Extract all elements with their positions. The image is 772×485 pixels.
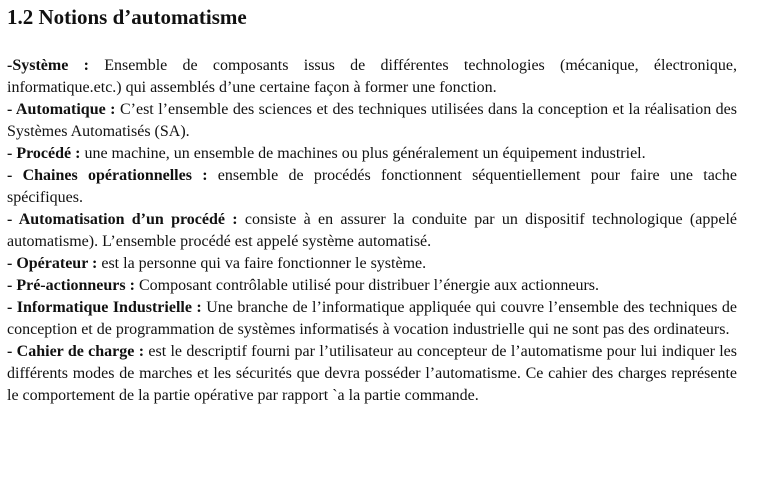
definition-term: - Procédé : xyxy=(7,145,81,162)
document-page xyxy=(7,0,737,407)
definition-term: - Automatique : xyxy=(7,101,116,118)
definition-term: - Chaines opérationnelles : xyxy=(7,167,208,184)
definition-list xyxy=(7,55,737,407)
definition-term: - Pré-actionneurs : xyxy=(7,277,135,294)
definition-pre-actionneurs xyxy=(7,275,737,297)
definition-text: Composant contrôlable utilisé pour distribuer l’énergie aux actionneurs. xyxy=(134,277,599,294)
definition-term: - Opérateur : xyxy=(7,255,98,272)
definition-informatique-industrielle xyxy=(7,297,737,341)
section-title: 1.2 Notions d’automatisme xyxy=(7,5,247,29)
definition-text: C’est l’ensemble des sciences et des techniques utilisées dans la conception et la réalisation des Systèmes Automatisés (SA). xyxy=(7,101,737,140)
definition-text: Une branche de l’informatique appliquée qui couvre l’ensemble des techniques de conception et de programmation de systèmes informatisés à vocation industrielle qui ne sont pas des ordinateurs. xyxy=(7,299,738,338)
definition-cahier-de-charge xyxy=(7,341,737,407)
definition-automatique xyxy=(7,99,737,143)
definition-term: - Automatisation d’un procédé : xyxy=(7,211,238,228)
definition-text: consiste à en assurer la conduite par un dispositif technologique (appelé automatisme). L’ensemble procédé est appelé système automatisé. xyxy=(7,211,737,250)
definition-text: est la personne qui va faire fonctionner le système. xyxy=(97,255,427,272)
definition-term: -Système : xyxy=(7,57,89,74)
definition-chaines-operationnelles xyxy=(7,165,737,209)
definition-procede xyxy=(7,143,737,165)
definition-systeme xyxy=(7,55,737,99)
definition-automatisation xyxy=(7,209,737,253)
definition-term: - Informatique Industrielle : xyxy=(7,299,202,316)
definition-text: une machine, un ensemble de machines ou plus généralement un équipement industriel. xyxy=(80,145,646,162)
definition-text: est le descriptif fourni par l’utilisateur au concepteur de l’automatisme pour lui indiquer les différents modes de marches et les sécurités que devra posséder l’automatisme. Ce cahier des charges représente le comportement de la partie opérative par rapport `a la partie commande. xyxy=(7,343,738,404)
definition-text: ensemble de procédés fonctionnent séquentiellement pour faire une tache spécifiques. xyxy=(7,167,737,206)
definition-term: - Cahier de charge : xyxy=(7,343,145,360)
definition-text: Ensemble de composants issus de différentes technologies (mécanique, électronique, informatique.etc.) qui assemblés d’une certaine façon à former une fonction. xyxy=(7,57,738,96)
definition-operateur xyxy=(7,253,737,275)
